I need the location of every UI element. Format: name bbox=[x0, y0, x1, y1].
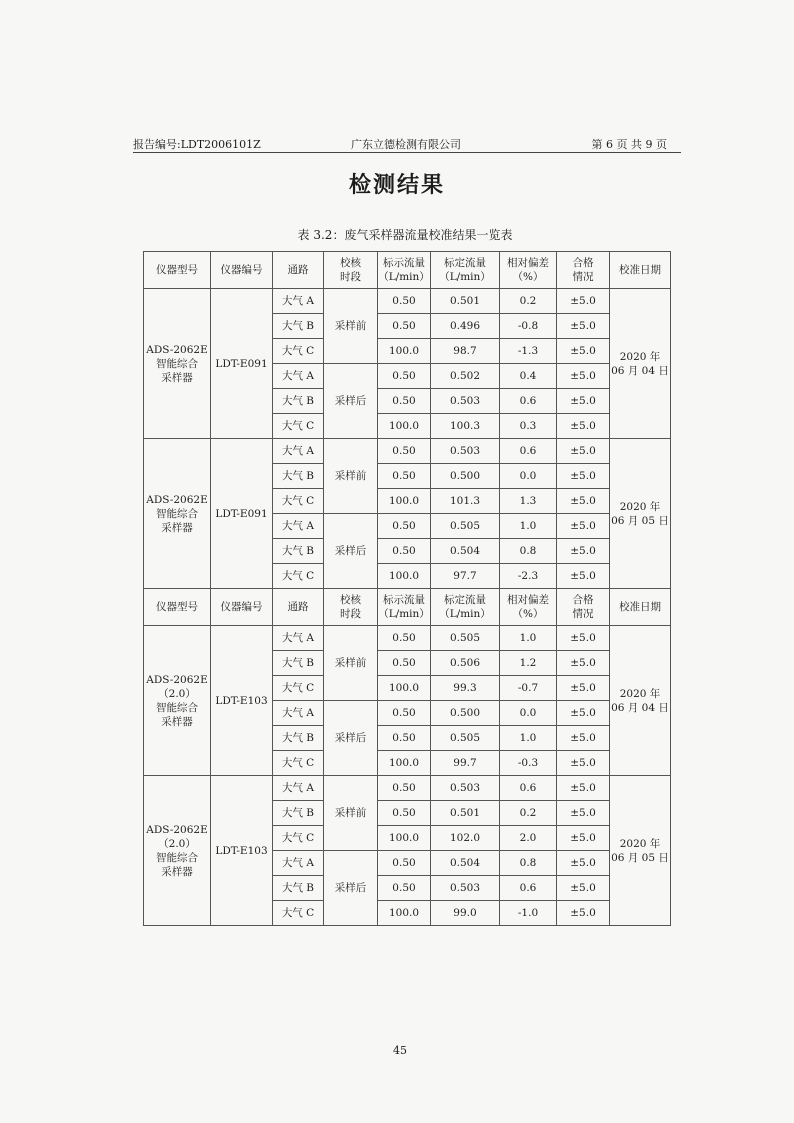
pass-criteria-cell: ±5.0 bbox=[557, 776, 610, 801]
nominal-flow-cell: 0.50 bbox=[378, 439, 431, 464]
deviation-cell: -0.8 bbox=[500, 314, 557, 339]
column-header: 仪器编号 bbox=[211, 252, 273, 289]
pass-criteria-cell: ±5.0 bbox=[557, 364, 610, 389]
calibration-date: 2020 年 06 月 04 日 bbox=[610, 289, 671, 439]
phase-cell: 采样前 bbox=[324, 626, 378, 701]
phase-cell: 采样后 bbox=[324, 364, 378, 439]
column-header: 相对偏差 （%） bbox=[500, 252, 557, 289]
calibrated-flow-cell: 0.500 bbox=[431, 701, 500, 726]
channel-cell: 大气 C bbox=[273, 489, 324, 514]
pass-criteria-cell: ±5.0 bbox=[557, 751, 610, 776]
calibrated-flow-cell: 100.3 bbox=[431, 414, 500, 439]
calibrated-flow-cell: 0.505 bbox=[431, 626, 500, 651]
column-header: 标定流量 （L/min） bbox=[431, 252, 500, 289]
pass-criteria-cell: ±5.0 bbox=[557, 876, 610, 901]
calibrated-flow-cell: 98.7 bbox=[431, 339, 500, 364]
table-row bbox=[144, 776, 671, 801]
deviation-cell: 0.8 bbox=[500, 539, 557, 564]
deviation-cell: 0.6 bbox=[500, 776, 557, 801]
column-header: 仪器型号 bbox=[144, 589, 211, 626]
deviation-cell: 0.6 bbox=[500, 389, 557, 414]
deviation-cell: 0.8 bbox=[500, 851, 557, 876]
table-body bbox=[144, 252, 671, 926]
phase-cell: 采样后 bbox=[324, 701, 378, 776]
pass-criteria-cell: ±5.0 bbox=[557, 564, 610, 589]
channel-cell: 大气 C bbox=[273, 414, 324, 439]
calibrated-flow-cell: 0.500 bbox=[431, 464, 500, 489]
report-number: 报告编号:LDT2006101Z bbox=[133, 138, 261, 151]
table-row bbox=[144, 626, 671, 651]
channel-cell: 大气 C bbox=[273, 564, 324, 589]
pass-criteria-cell: ±5.0 bbox=[557, 514, 610, 539]
nominal-flow-cell: 0.50 bbox=[378, 776, 431, 801]
nominal-flow-cell: 0.50 bbox=[378, 876, 431, 901]
phase-cell: 采样前 bbox=[324, 439, 378, 514]
nominal-flow-cell: 0.50 bbox=[378, 539, 431, 564]
calibrated-flow-cell: 0.503 bbox=[431, 876, 500, 901]
phase-cell: 采样后 bbox=[324, 851, 378, 926]
deviation-cell: -1.0 bbox=[500, 901, 557, 926]
channel-cell: 大气 B bbox=[273, 651, 324, 676]
deviation-cell: 0.0 bbox=[500, 701, 557, 726]
calibrated-flow-cell: 0.504 bbox=[431, 851, 500, 876]
column-header: 合格 情况 bbox=[557, 589, 610, 626]
calibration-table bbox=[143, 251, 671, 926]
phase-cell: 采样前 bbox=[324, 289, 378, 364]
column-header: 仪器型号 bbox=[144, 252, 211, 289]
page-number: 45 bbox=[393, 1044, 407, 1057]
column-header: 校核 时段 bbox=[324, 589, 378, 626]
calibrated-flow-cell: 0.506 bbox=[431, 651, 500, 676]
channel-cell: 大气 B bbox=[273, 801, 324, 826]
table-row bbox=[144, 439, 671, 464]
nominal-flow-cell: 0.50 bbox=[378, 514, 431, 539]
calibrated-flow-cell: 0.503 bbox=[431, 389, 500, 414]
page-title: 检测结果 bbox=[348, 173, 445, 198]
column-header: 通路 bbox=[273, 252, 324, 289]
calibrated-flow-cell: 0.502 bbox=[431, 364, 500, 389]
pass-criteria-cell: ±5.0 bbox=[557, 801, 610, 826]
channel-cell: 大气 C bbox=[273, 901, 324, 926]
column-header: 仪器编号 bbox=[211, 589, 273, 626]
instrument-model: ADS-2062E 智能综合 采样器 bbox=[144, 289, 211, 439]
deviation-cell: 0.0 bbox=[500, 464, 557, 489]
pass-criteria-cell: ±5.0 bbox=[557, 901, 610, 926]
column-header: 合格 情况 bbox=[557, 252, 610, 289]
pass-criteria-cell: ±5.0 bbox=[557, 626, 610, 651]
calibrated-flow-cell: 0.505 bbox=[431, 726, 500, 751]
deviation-cell: 0.4 bbox=[500, 364, 557, 389]
nominal-flow-cell: 0.50 bbox=[378, 726, 431, 751]
channel-cell: 大气 A bbox=[273, 626, 324, 651]
nominal-flow-cell: 0.50 bbox=[378, 364, 431, 389]
table-header-row bbox=[144, 589, 671, 626]
nominal-flow-cell: 100.0 bbox=[378, 751, 431, 776]
page-info: 第 6 页 共 9 页 bbox=[591, 138, 667, 151]
channel-cell: 大气 B bbox=[273, 314, 324, 339]
pass-criteria-cell: ±5.0 bbox=[557, 489, 610, 514]
deviation-cell: 2.0 bbox=[500, 826, 557, 851]
calibrated-flow-cell: 99.0 bbox=[431, 901, 500, 926]
column-header: 标示流量 （L/min） bbox=[378, 252, 431, 289]
calibrated-flow-cell: 102.0 bbox=[431, 826, 500, 851]
nominal-flow-cell: 100.0 bbox=[378, 489, 431, 514]
deviation-cell: 1.0 bbox=[500, 514, 557, 539]
channel-cell: 大气 A bbox=[273, 851, 324, 876]
calibrated-flow-cell: 101.3 bbox=[431, 489, 500, 514]
phase-cell: 采样前 bbox=[324, 776, 378, 851]
table-row bbox=[144, 289, 671, 314]
nominal-flow-cell: 0.50 bbox=[378, 801, 431, 826]
deviation-cell: -2.3 bbox=[500, 564, 557, 589]
deviation-cell: -0.3 bbox=[500, 751, 557, 776]
calibrated-flow-cell: 0.505 bbox=[431, 514, 500, 539]
instrument-number: LDT-E103 bbox=[211, 776, 273, 926]
nominal-flow-cell: 100.0 bbox=[378, 901, 431, 926]
column-header: 校准日期 bbox=[610, 589, 671, 626]
channel-cell: 大气 B bbox=[273, 539, 324, 564]
pass-criteria-cell: ±5.0 bbox=[557, 851, 610, 876]
column-header: 标定流量 （L/min） bbox=[431, 589, 500, 626]
calibration-date: 2020 年 06 月 05 日 bbox=[610, 776, 671, 926]
channel-cell: 大气 A bbox=[273, 289, 324, 314]
nominal-flow-cell: 100.0 bbox=[378, 339, 431, 364]
channel-cell: 大气 A bbox=[273, 776, 324, 801]
calibrated-flow-cell: 0.501 bbox=[431, 289, 500, 314]
pass-criteria-cell: ±5.0 bbox=[557, 439, 610, 464]
nominal-flow-cell: 100.0 bbox=[378, 676, 431, 701]
calibrated-flow-cell: 99.3 bbox=[431, 676, 500, 701]
column-header: 标示流量 （L/min） bbox=[378, 589, 431, 626]
table-header-row bbox=[144, 252, 671, 289]
nominal-flow-cell: 0.50 bbox=[378, 626, 431, 651]
channel-cell: 大气 B bbox=[273, 726, 324, 751]
page-header bbox=[133, 136, 681, 153]
pass-criteria-cell: ±5.0 bbox=[557, 676, 610, 701]
pass-criteria-cell: ±5.0 bbox=[557, 651, 610, 676]
column-header: 校准日期 bbox=[610, 252, 671, 289]
pass-criteria-cell: ±5.0 bbox=[557, 464, 610, 489]
nominal-flow-cell: 0.50 bbox=[378, 289, 431, 314]
calibrated-flow-cell: 0.504 bbox=[431, 539, 500, 564]
calibration-date: 2020 年 06 月 05 日 bbox=[610, 439, 671, 589]
deviation-cell: -0.7 bbox=[500, 676, 557, 701]
nominal-flow-cell: 0.50 bbox=[378, 701, 431, 726]
calibrated-flow-cell: 0.503 bbox=[431, 439, 500, 464]
channel-cell: 大气 C bbox=[273, 676, 324, 701]
instrument-model: ADS-2062E 智能综合 采样器 bbox=[144, 439, 211, 589]
pass-criteria-cell: ±5.0 bbox=[557, 701, 610, 726]
calibrated-flow-cell: 0.501 bbox=[431, 801, 500, 826]
instrument-model: ADS-2062E （2.0） 智能综合 采样器 bbox=[144, 776, 211, 926]
nominal-flow-cell: 100.0 bbox=[378, 564, 431, 589]
channel-cell: 大气 B bbox=[273, 464, 324, 489]
calibrated-flow-cell: 0.503 bbox=[431, 776, 500, 801]
deviation-cell: 0.6 bbox=[500, 876, 557, 901]
pass-criteria-cell: ±5.0 bbox=[557, 389, 610, 414]
deviation-cell: 0.6 bbox=[500, 439, 557, 464]
deviation-cell: 1.2 bbox=[500, 651, 557, 676]
pass-criteria-cell: ±5.0 bbox=[557, 339, 610, 364]
calibrated-flow-cell: 97.7 bbox=[431, 564, 500, 589]
pass-criteria-cell: ±5.0 bbox=[557, 539, 610, 564]
pass-criteria-cell: ±5.0 bbox=[557, 314, 610, 339]
nominal-flow-cell: 0.50 bbox=[378, 389, 431, 414]
channel-cell: 大气 B bbox=[273, 876, 324, 901]
nominal-flow-cell: 0.50 bbox=[378, 851, 431, 876]
calibrated-flow-cell: 99.7 bbox=[431, 751, 500, 776]
nominal-flow-cell: 0.50 bbox=[378, 651, 431, 676]
channel-cell: 大气 B bbox=[273, 389, 324, 414]
nominal-flow-cell: 100.0 bbox=[378, 826, 431, 851]
pass-criteria-cell: ±5.0 bbox=[557, 726, 610, 751]
instrument-model: ADS-2062E （2.0） 智能综合 采样器 bbox=[144, 626, 211, 776]
nominal-flow-cell: 0.50 bbox=[378, 314, 431, 339]
deviation-cell: -1.3 bbox=[500, 339, 557, 364]
deviation-cell: 0.2 bbox=[500, 801, 557, 826]
deviation-cell: 0.3 bbox=[500, 414, 557, 439]
column-header: 通路 bbox=[273, 589, 324, 626]
channel-cell: 大气 A bbox=[273, 514, 324, 539]
pass-criteria-cell: ±5.0 bbox=[557, 289, 610, 314]
pass-criteria-cell: ±5.0 bbox=[557, 414, 610, 439]
instrument-number: LDT-E103 bbox=[211, 626, 273, 776]
calibration-date: 2020 年 06 月 04 日 bbox=[610, 626, 671, 776]
deviation-cell: 1.3 bbox=[500, 489, 557, 514]
instrument-number: LDT-E091 bbox=[211, 439, 273, 589]
deviation-cell: 1.0 bbox=[500, 626, 557, 651]
channel-cell: 大气 C bbox=[273, 826, 324, 851]
channel-cell: 大气 C bbox=[273, 751, 324, 776]
column-header: 校核 时段 bbox=[324, 252, 378, 289]
calibrated-flow-cell: 0.496 bbox=[431, 314, 500, 339]
company-name: 广东立德检测有限公司 bbox=[351, 138, 461, 151]
table-caption: 表 3.2：废气采样器流量校准结果一览表 bbox=[297, 228, 513, 242]
channel-cell: 大气 A bbox=[273, 439, 324, 464]
deviation-cell: 0.2 bbox=[500, 289, 557, 314]
pass-criteria-cell: ±5.0 bbox=[557, 826, 610, 851]
column-header: 相对偏差 （%） bbox=[500, 589, 557, 626]
instrument-number: LDT-E091 bbox=[211, 289, 273, 439]
channel-cell: 大气 A bbox=[273, 364, 324, 389]
nominal-flow-cell: 0.50 bbox=[378, 464, 431, 489]
deviation-cell: 1.0 bbox=[500, 726, 557, 751]
nominal-flow-cell: 100.0 bbox=[378, 414, 431, 439]
channel-cell: 大气 A bbox=[273, 701, 324, 726]
channel-cell: 大气 C bbox=[273, 339, 324, 364]
phase-cell: 采样后 bbox=[324, 514, 378, 589]
